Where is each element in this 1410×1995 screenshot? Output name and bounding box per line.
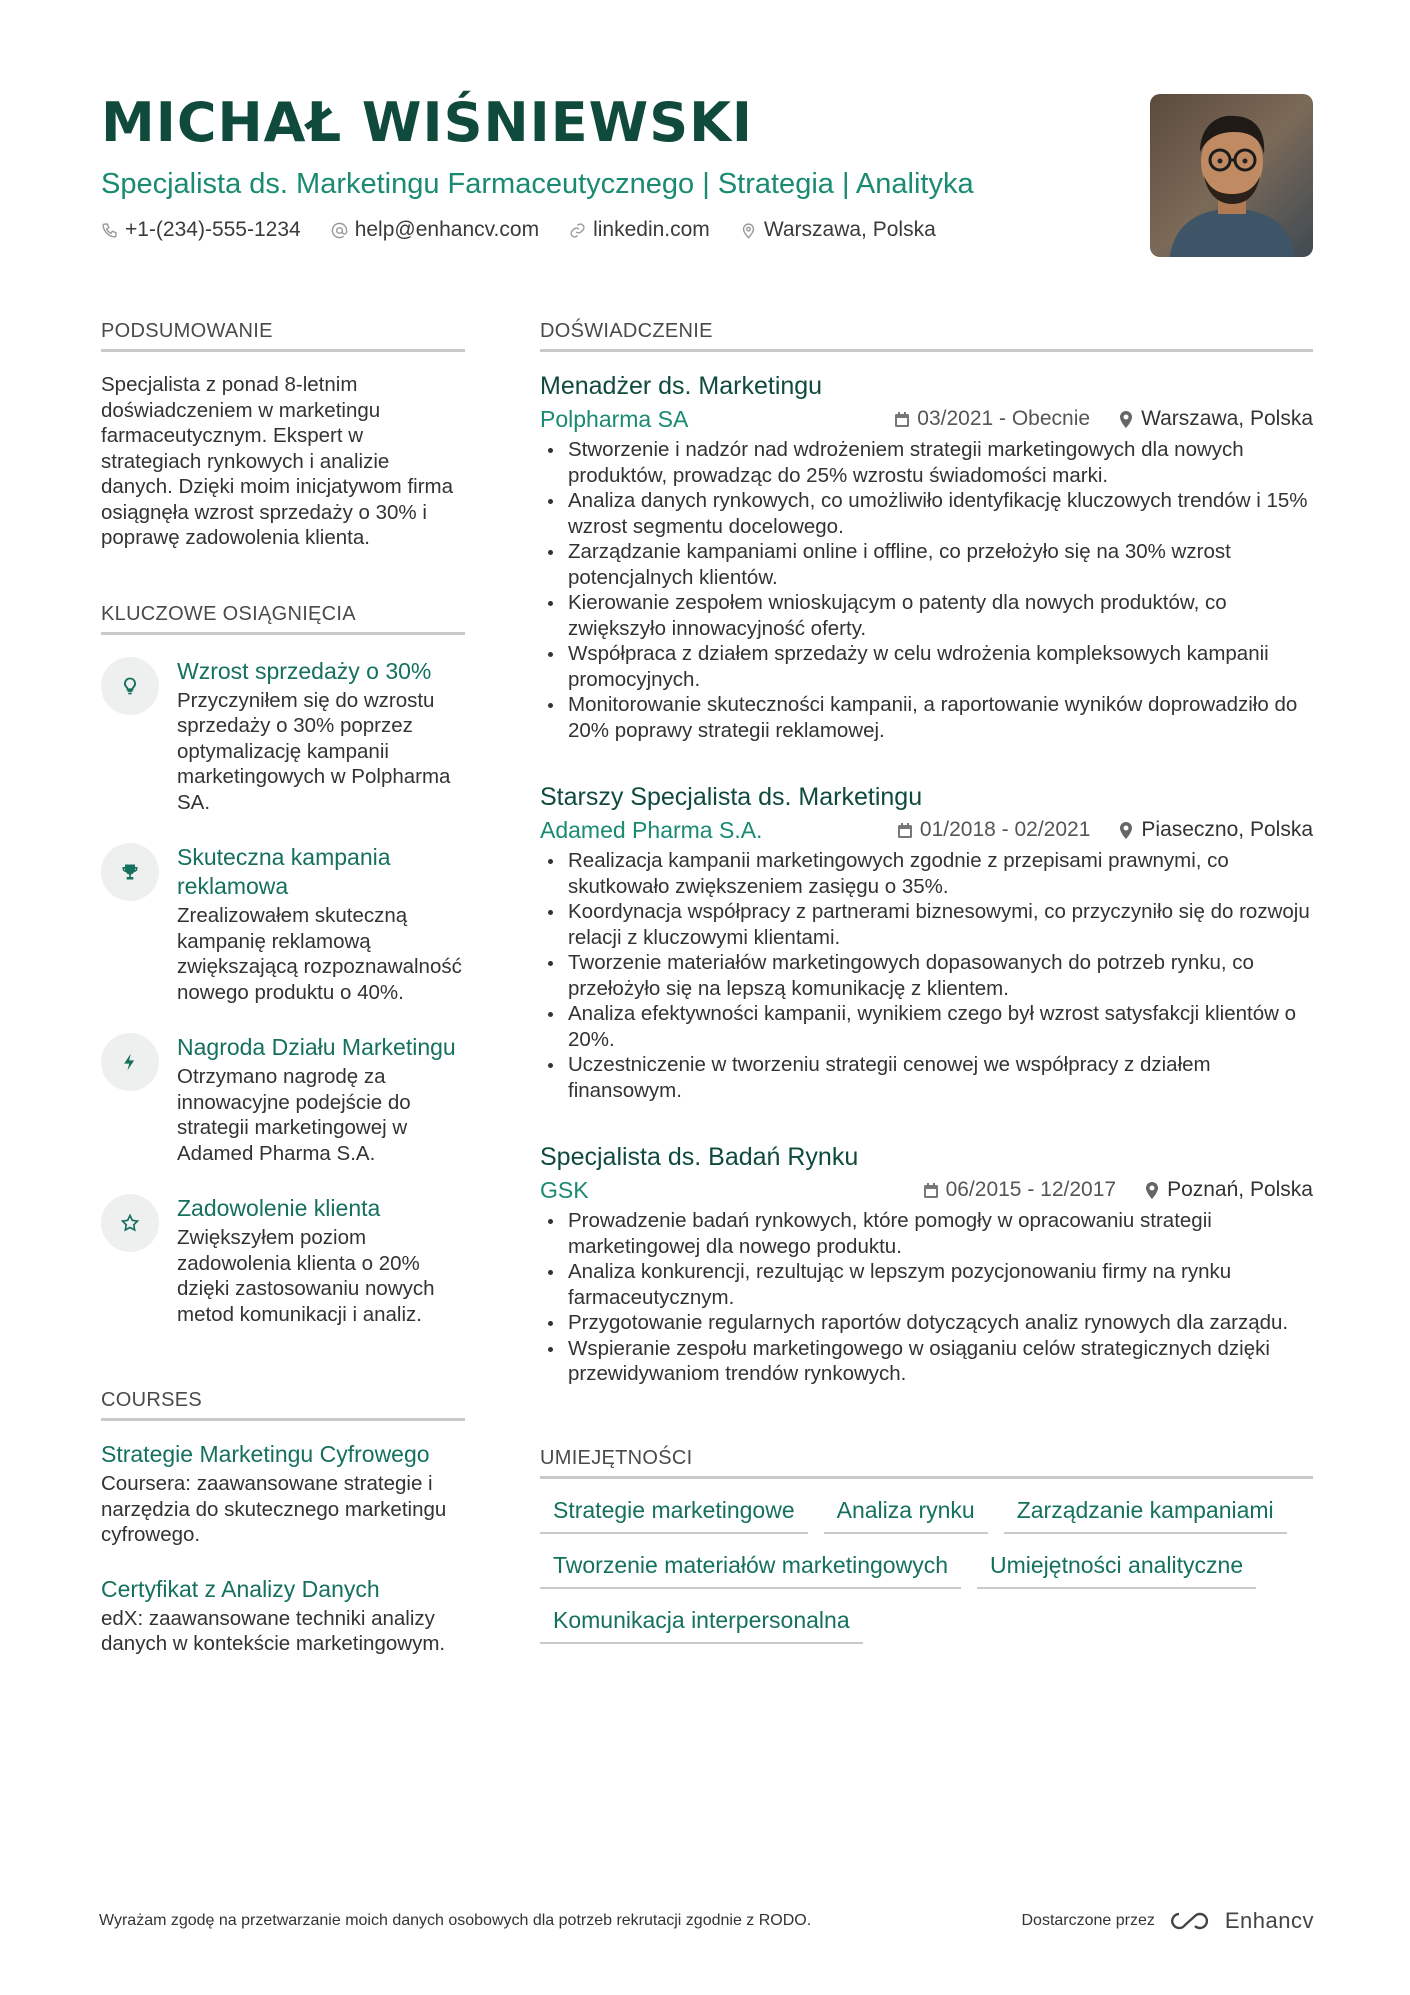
course-item [101, 1439, 465, 1548]
job-entry [540, 370, 1313, 743]
job-bullet: Analiza danych rynkowych, co umożliwiło identyfikację kluczowych trendów i 15% wzrost segmentu docelowego. [540, 488, 1313, 539]
skill-tag: Umiejętności analityczne [977, 1547, 1256, 1589]
at-icon [331, 222, 348, 239]
job-meta [540, 405, 1313, 433]
map-pin-icon [1144, 1182, 1160, 1199]
achievement-icon-wrap [101, 1033, 159, 1091]
phone-text: +1-(234)-555-1234 [125, 218, 301, 241]
job-location [1118, 405, 1313, 433]
experience-section [540, 320, 1313, 1387]
job-role: Specjalista ds. Badań Rynku [540, 1143, 859, 1171]
profile-photo [1150, 94, 1313, 257]
job-company: Polpharma SA [540, 406, 689, 432]
job-location [1144, 1176, 1313, 1204]
trophy-icon [120, 862, 140, 882]
job-bullets [540, 848, 1313, 1103]
brand-name: Enhancv [1224, 1908, 1314, 1933]
course-title: Strategie Marketingu Cyfrowego [101, 1441, 430, 1467]
achievement-item [101, 1033, 465, 1166]
job-bullet: Przygotowanie regularnych raportów dotyczących analiz rynowych dla zarządu. [540, 1310, 1313, 1336]
calendar-icon [897, 822, 913, 839]
course-item [101, 1574, 465, 1657]
calendar-icon [923, 1182, 939, 1199]
job-bullet: Zarządzanie kampaniami online i offline, co przełożyło się na 30% wzrost potencjalnych klientów. [540, 539, 1313, 590]
achievement-item [101, 657, 465, 816]
gdpr-consent: Wyrażam zgodę na przetwarzanie moich danych osobowych dla potrzeb rekrutacji zgodnie z RODO. [99, 1912, 812, 1929]
summary-section [101, 320, 465, 551]
resume-header [101, 90, 1101, 242]
job-location-text: Poznań, Polska [1167, 1178, 1313, 1201]
powered-by[interactable] [1021, 1908, 1314, 1934]
skills-heading: UMIEJĘTNOŚCI [540, 1447, 1313, 1479]
skill-tag: Analiza rynku [824, 1492, 988, 1534]
job-bullet: Analiza konkurencji, rezultując w lepszym pozycjonowaniu firmy na rynku farmaceutycznym. [540, 1259, 1313, 1310]
achievement-title: Zadowolenie klienta [177, 1195, 381, 1221]
skill-tag: Zarządzanie kampaniami [1004, 1492, 1287, 1534]
lightning-icon [120, 1052, 140, 1072]
job-dates [894, 405, 1090, 433]
achievements-section [101, 603, 465, 1328]
contact-location [740, 218, 936, 242]
job-dates [897, 816, 1090, 844]
contact-phone[interactable] [101, 218, 301, 242]
job-role: Menadżer ds. Marketingu [540, 372, 823, 400]
powered-by-label: Dostarczone przez [1021, 1912, 1155, 1929]
job-dates-text: 03/2021 - Obecnie [917, 407, 1091, 430]
achievement-icon-wrap [101, 657, 159, 715]
job-company: GSK [540, 1177, 589, 1203]
job-bullets [540, 437, 1313, 743]
job-entry [540, 781, 1313, 1103]
contact-linkedin[interactable] [569, 218, 710, 242]
achievement-icon-wrap [101, 843, 159, 901]
achievement-title: Skuteczna kampania reklamowa [177, 844, 391, 899]
lightbulb-icon [120, 676, 140, 696]
achievement-icon-wrap [101, 1194, 159, 1252]
job-bullet: Stworzenie i nadzór nad wdrożeniem strategii marketingowych dla nowych produktów, prowadząc do 25% wzrostu świadomości marki. [540, 437, 1313, 488]
job-dates-text: 01/2018 - 02/2021 [919, 818, 1091, 841]
achievement-title: Nagroda Działu Marketingu [177, 1034, 456, 1060]
skill-tag: Tworzenie materiałów marketingowych [540, 1547, 961, 1589]
job-company: Adamed Pharma S.A. [540, 817, 763, 843]
skills-section [540, 1447, 1313, 1644]
achievement-item [101, 1194, 465, 1327]
job-bullet: Uczestniczenie w tworzeniu strategii cenowej we współpracy z działem finansowym. [540, 1052, 1313, 1103]
location-text: Warszawa, Polska [763, 218, 936, 241]
summary-text: Specjalista z ponad 8-letnim doświadczeniem w marketingu farmaceutycznym. Ekspert w strategiach rynkowych i analizie danych. Dzięki moim inicjatywom firma osiągnęła wzrost sprzedaży o 30% i poprawę zadowolenia klienta. [101, 373, 454, 549]
job-bullet: Współpraca z działem sprzedaży w celu wdrożenia kompleksowych kampanii promocyjnych. [540, 641, 1313, 692]
enhancv-logo-icon [1167, 1910, 1213, 1932]
map-pin-icon [1118, 822, 1134, 839]
skill-tag: Komunikacja interpersonalna [540, 1602, 863, 1644]
achievement-desc: Przyczyniłem się do wzrostu sprzedaży o 30% poprzez optymalizację kampanii marketingowych w Polpharma SA. [177, 688, 451, 814]
job-location [1118, 816, 1313, 844]
achievement-title: Wzrost sprzedaży o 30% [177, 657, 432, 684]
contact-bar [101, 218, 1101, 242]
achievement-desc: Otrzymano nagrodę za innowacyjne podejście do strategii marketingowej w Adamed Pharma S.A. [177, 1065, 411, 1165]
course-desc: edX: zaawansowane techniki analizy danych w kontekście marketingowym. [101, 1606, 446, 1655]
job-bullet: Prowadzenie badań rynkowych, które pomogły w opracowaniu strategii marketingowej dla nowego produktu. [540, 1208, 1313, 1259]
candidate-title: Specjalista ds. Marketingu Farmaceutycznego | Strategia | Analityka [101, 168, 974, 200]
experience-heading: DOŚWIADCZENIE [540, 320, 1313, 352]
job-dates [923, 1176, 1116, 1204]
courses-heading: COURSES [101, 1389, 465, 1421]
courses-section [101, 1389, 465, 1657]
right-column [540, 320, 1313, 1644]
job-meta [540, 816, 1313, 844]
job-bullets [540, 1208, 1313, 1387]
job-bullet: Analiza efektywności kampanii, wynikiem czego był wzrost satysfakcji klientów o 20%. [540, 1001, 1313, 1052]
job-entry [540, 1141, 1313, 1387]
summary-heading: PODSUMOWANIE [101, 320, 465, 352]
job-bullet: Monitorowanie skuteczności kampanii, a raportowanie wyników doprowadziło do 20% poprawy strategii reklamowej. [540, 692, 1313, 743]
job-role: Starszy Specjalista ds. Marketingu [540, 783, 923, 811]
left-column [101, 320, 465, 1657]
achievement-item [101, 843, 465, 1005]
job-bullet: Koordynacja współpracy z partnerami biznesowymi, co przyczyniło się do rozwoju relacji z kluczowymi klientami. [540, 899, 1313, 950]
map-pin-icon [740, 222, 757, 239]
job-bullet: Wspieranie zespołu marketingowego w osiąganiu celów strategicznych dzięki przewidywaniom trendów rynkowych. [540, 1336, 1313, 1387]
achievements-heading: KLUCZOWE OSIĄGNIĘCIA [101, 603, 465, 635]
email-text: help@enhancv.com [354, 218, 540, 241]
job-bullet: Realizacja kampanii marketingowych zgodnie z przepisami prawnymi, co skutkowało zwiększeniem zasięgu o 35%. [540, 848, 1313, 899]
contact-email[interactable] [331, 218, 539, 242]
footer [99, 1908, 1314, 1934]
calendar-icon [894, 411, 910, 428]
job-meta [540, 1176, 1313, 1204]
star-icon [120, 1213, 140, 1233]
achievement-desc: Zwiększyłem poziom zadowolenia klienta o 20% dzięki zastosowaniu nowych metod komunikacji i analiz. [177, 1226, 435, 1326]
link-icon [569, 222, 586, 239]
map-pin-icon [1118, 411, 1134, 428]
job-location-text: Piaseczno, Polska [1141, 818, 1313, 841]
job-location-text: Warszawa, Polska [1141, 407, 1313, 430]
skill-tag: Strategie marketingowe [540, 1492, 808, 1534]
skills-list [540, 1492, 1313, 1644]
linkedin-text: linkedin.com [593, 218, 710, 241]
job-bullet: Kierowanie zespołem wnioskującym o patenty dla nowych produktów, co zwiększyło innowacyjność oferty. [540, 590, 1313, 641]
course-title: Certyfikat z Analizy Danych [101, 1575, 380, 1602]
phone-icon [101, 222, 118, 239]
job-bullet: Tworzenie materiałów marketingowych dopasowanych do potrzeb rynku, co przełożyło się na lepszą komunikację z klientem. [540, 950, 1313, 1001]
achievement-desc: Zrealizowałem skuteczną kampanię reklamową zwiększającą rozpoznawalność nowego produktu o 40%. [177, 904, 462, 1004]
candidate-name: MICHAŁ WIŚNIEWSKI [101, 91, 754, 154]
course-desc: Coursera: zaawansowane strategie i narzędzia do skutecznego marketingu cyfrowego. [101, 1472, 447, 1546]
job-dates-text: 06/2015 - 12/2017 [945, 1178, 1117, 1201]
